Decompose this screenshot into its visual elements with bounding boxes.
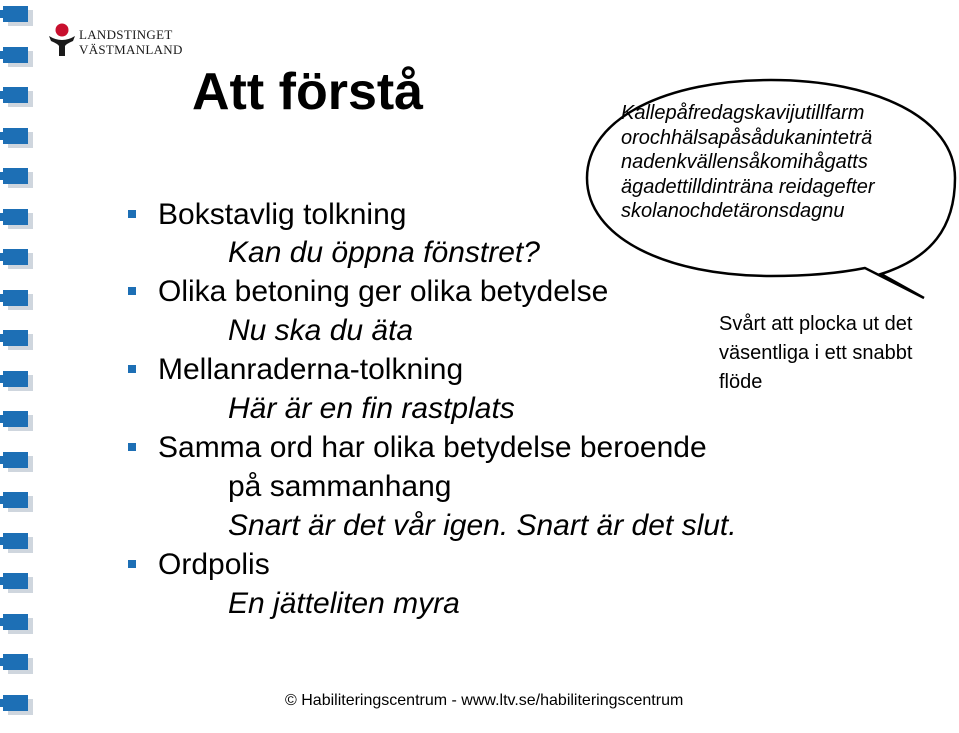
bullet-mellanraderna: Mellanraderna-tolkning: [158, 353, 464, 386]
strip-block: [3, 695, 28, 711]
side-note: Svårt att plocka ut det väsentliga i ett snabbt flöde: [719, 313, 913, 393]
strip-block: [3, 209, 28, 225]
speech-bubble: [585, 78, 957, 303]
footer-text: © Habiliteringscentrum - www.ltv.se/habiliteringscentrum: [285, 692, 684, 709]
example-ordpolis: En jätteliten myra: [228, 587, 460, 620]
strip-block: [3, 533, 28, 549]
bubble-text: [621, 101, 875, 224]
bullet-square-icon: [128, 287, 136, 295]
bullet-samma-ord-continuation: på sammanhang: [228, 470, 452, 503]
strip-block: [3, 654, 28, 670]
strip-block: [3, 6, 28, 22]
bubble-line: Kallepåfredagskavijutillfarm: [621, 102, 865, 124]
bullet-square-icon: [128, 365, 136, 373]
landstinget-logo: [46, 22, 186, 58]
landstinget-figure-icon: [46, 22, 78, 56]
bullet-square-icon: [128, 210, 136, 218]
example-samma-ord: Snart är det vår igen. Snart är det slut.: [228, 509, 737, 542]
example-betoning: Nu ska du äta: [228, 314, 414, 347]
example-bokstavlig: Kan du öppna fönstret?: [228, 236, 540, 269]
logo-line-1: LANDSTINGET: [79, 27, 173, 42]
strip-block: [3, 330, 28, 346]
example-mellanraderna: Här är en fin rastplats: [228, 392, 515, 425]
decorative-left-strip: [0, 0, 46, 733]
strip-block: [3, 452, 28, 468]
slide-title: Att förstå: [192, 63, 424, 121]
strip-block: [3, 492, 28, 508]
strip-block: [3, 47, 28, 63]
bullet-square-icon: [128, 443, 136, 451]
strip-block: [3, 573, 28, 589]
bubble-line: orochhälsapåsådukaninteträ: [621, 126, 873, 149]
strip-block: [3, 87, 28, 103]
bubble-line: skolanochdetäronsdagnu: [621, 200, 845, 222]
bubble-line: ägadettilldinträna reidagefter: [621, 175, 875, 198]
bullet-bokstavlig: Bokstavlig tolkning: [158, 198, 407, 231]
bullet-samma-ord: Samma ord har olika betydelse beroende: [158, 431, 707, 464]
bubble-line: nadenkvällensåkomihågatts: [621, 151, 868, 173]
strip-block: [3, 249, 28, 265]
strip-block: [3, 168, 28, 184]
bullet-ordpolis: Ordpolis: [158, 548, 270, 581]
strip-block: [3, 371, 28, 387]
strip-block: [3, 411, 28, 427]
bullet-square-icon: [128, 560, 136, 568]
strip-block: [3, 128, 28, 144]
strip-block: [3, 290, 28, 306]
bullet-betoning: Olika betoning ger olika betydelse: [158, 275, 609, 308]
logo-line-2: VÄSTMANLAND: [79, 42, 183, 57]
strip-block: [3, 614, 28, 630]
